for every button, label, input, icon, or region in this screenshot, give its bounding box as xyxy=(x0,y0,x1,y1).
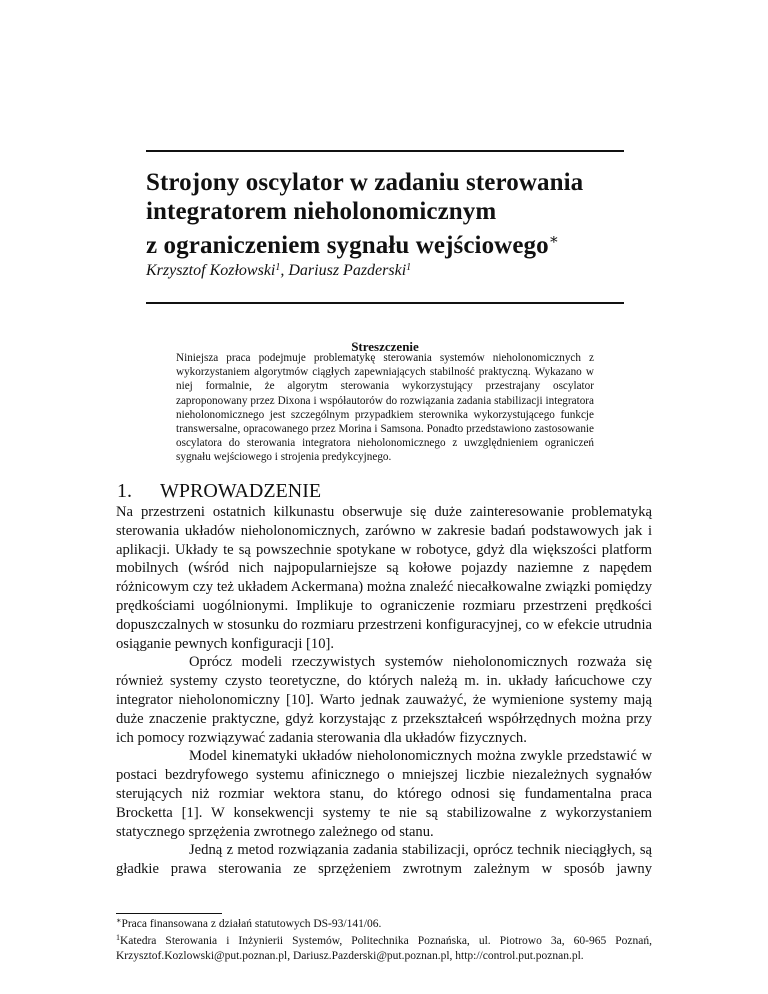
title-line-3 xyxy=(146,226,646,260)
author-1-name: Krzysztof Kozłowski xyxy=(146,262,276,279)
title-line-1: Strojony oscylator w zadaniu sterowania xyxy=(146,169,584,196)
author-separator: , xyxy=(280,262,289,279)
title-line-2: integratorem nieholonomicznym xyxy=(146,198,497,225)
footnotes xyxy=(116,914,652,963)
abstract-heading: Streszczenie xyxy=(351,339,419,354)
body-text xyxy=(116,503,652,879)
title-footnote-mark: ∗ xyxy=(548,232,560,248)
footnote-1 xyxy=(116,914,652,931)
top-rule xyxy=(146,150,624,152)
author-2-affiliation: 1 xyxy=(406,262,412,273)
paragraph-2: Oprócz modeli rzeczywistych systemów nieholonomicznych rozważa się również systemy czysto teoretyczne, do których należą m. in. układy łańcuchowe czy integrator nieholonomiczny [10]. Warto jednak zauważyć, że wymienione systemy mają duże znaczenie praktyczne, gdyż korzystając z przekształceń współrzędnych można przy ich pomocy rozwiązywać zadania sterowania dla układów fizycznych. xyxy=(116,654,652,746)
authors xyxy=(146,262,411,280)
footnote-2-text: Katedra Sterowania i Inżynierii Systemów, Politechnika Poznańska, ul. Piotrowo 3a, 60-965 Poznań, Krzysztof.Kozlowski@put.poznan.pl, Dariusz.Pazderski@put.poznan.pl, http://control.put.poznan.pl. xyxy=(116,935,652,962)
title-line-3-text: z ograniczeniem sygnału wejściowego xyxy=(146,232,549,259)
abstract xyxy=(176,351,594,465)
footnote-1-text: Praca finansowana z działań statutowych DS-93/141/06. xyxy=(121,918,382,930)
paragraph-3: Model kinematyki układów nieholonomicznych można zwykle przedstawić w postaci bezdryfowego systemu afinicznego o mniejszej liczbie niezależnych sygnałów sterujących niż rozmiar wektora stanu, do którego odnosi się fundamentalna praca Brocketta [1]. W konsekwencji systemy te nie są stabilizowalne z wykorzystaniem statycznego sprzężenia zwrotnego zależnego od stanu. xyxy=(116,748,652,840)
section-title: WPROWADZENIE xyxy=(160,480,322,502)
author-2-name: Dariusz Pazderski xyxy=(288,262,407,279)
header-bottom-rule xyxy=(146,302,624,304)
author-1-affiliation: 1 xyxy=(275,262,281,273)
paragraph-4: Jedną z metod rozwiązania zadania stabilizacji, oprócz technik nieciągłych, są gładkie prawa sterowania ze sprzężeniem zwrotnym zależnym w sposób jawny xyxy=(116,842,652,878)
footnote-2 xyxy=(116,931,652,963)
paragraph-1: Na przestrzeni ostatnich kilkunastu obserwuje się duże zainteresowanie problematyką sterowania układów nieholonomicznych, zarówno w zakresie badań podstawowych jak i aplikacji. Układy te są powszechnie spotykane w robotyce, gdyż dla większości platform mobilnych (wśród nich najpopularniejsze są kołowe pojazdy naziemne z napędem różnicowym czy też układem Ackermana) można znaleźć niecałkowalne związki pomiędzy prędkościami uogólnionymi. Implikuje to ograniczenie rozmiaru przestrzeni prędkości dopuszczalnych w stosunku do rozmiaru przestrzeni konfiguracyjnej, co w efekcie utrudnia osiąganie pewnych konfiguracji [10]. xyxy=(116,504,652,652)
section-number: 1. xyxy=(117,480,132,502)
footnote-1-mark: ∗ xyxy=(116,916,122,925)
paper-title xyxy=(146,168,646,260)
section-heading xyxy=(117,480,321,503)
footnote-2-mark: 1 xyxy=(116,933,120,943)
abstract-text: Niniejsza praca podejmuje problematykę sterowania systemów nieholonomicznych z wykorzystaniem algorytmów ciągłych zapewniających stabilność praktyczną. Wykazano w niej formalnie, że algorytm sterowania wykorzystujący przestrajany oscylator zaproponowany przez Dixona i współautorów do rozwiązania zadania stabilizacji integratora nieholonomicznego jest szczególnym przypadkiem sterownika wykorzystującego funkcje transwersalne, opracowanego przez Morina i Samsona. Ponadto przedstawiono zastosowanie oscylatora do sterowania integratora nieholonomicznego z uwzględnieniem ograniczeń sygnału wejściowego i strojenia predykcyjnego. xyxy=(176,352,594,464)
